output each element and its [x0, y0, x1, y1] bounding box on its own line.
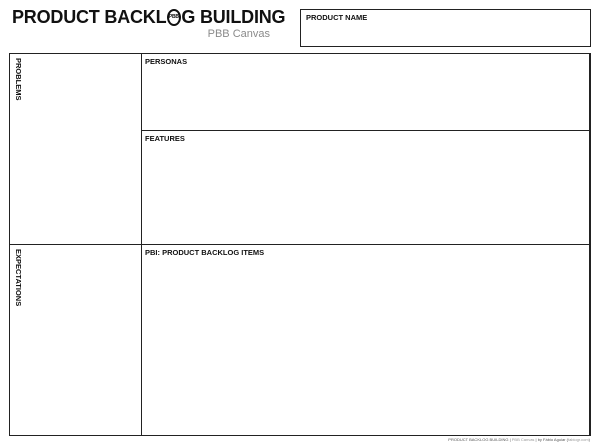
- personas-cell[interactable]: [141, 53, 591, 131]
- footer-credit: [448, 437, 590, 442]
- features-label: FEATURES: [145, 134, 185, 143]
- pbi-cell[interactable]: [141, 244, 591, 436]
- expectations-cell[interactable]: [9, 244, 142, 436]
- brand-title-part1: PRODUCT BACKL: [12, 7, 167, 27]
- problems-cell[interactable]: [9, 53, 142, 245]
- brand-title: [12, 6, 286, 28]
- personas-label: PERSONAS: [145, 57, 188, 66]
- problems-label: PROBLEMS: [14, 58, 23, 101]
- footer-handle-wrap: (fabiogr.com): [566, 437, 590, 442]
- expectations-label: EXPECTATIONS: [14, 249, 23, 307]
- footer-canvas: PBB Canvas: [511, 437, 535, 442]
- footer-handle: fabiogr.com: [567, 437, 589, 442]
- pbb-logo-text: PBB: [168, 13, 179, 20]
- product-name-box[interactable]: [300, 9, 591, 47]
- features-cell[interactable]: [141, 130, 591, 245]
- canvas-grid: [9, 53, 590, 436]
- brand-title-part2: G BUILDING: [181, 7, 286, 27]
- footer-author: by Fábio Aguiar: [537, 437, 566, 442]
- footer-brand: PRODUCT BACKLOG BUILDING: [448, 437, 509, 442]
- brand-header: [12, 6, 286, 46]
- pbi-label: PBI: PRODUCT BACKLOG ITEMS: [145, 248, 265, 257]
- brand-subtitle: PBB Canvas: [207, 28, 270, 40]
- footer-sep-2: |: [535, 437, 538, 442]
- product-name-label: PRODUCT NAME: [306, 13, 368, 22]
- pbb-logo-icon: [167, 9, 181, 26]
- footer-sep-1: |: [509, 437, 512, 442]
